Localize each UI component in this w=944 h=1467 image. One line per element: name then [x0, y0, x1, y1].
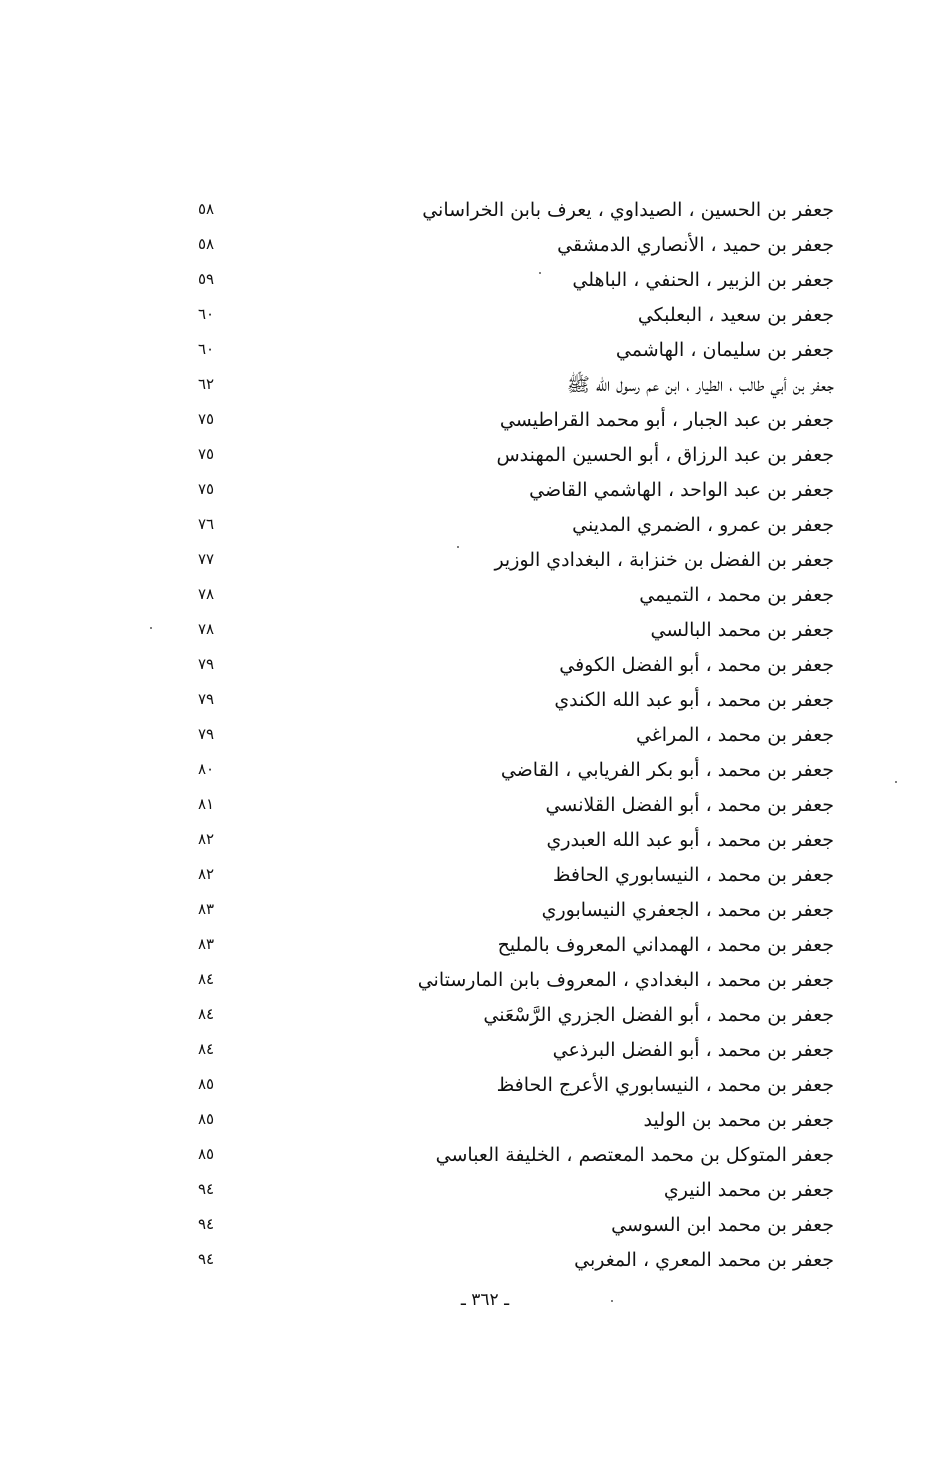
- scan-speck: [895, 781, 897, 783]
- index-entry: [180, 437, 834, 472]
- entry-page-number: ٥٨: [197, 235, 215, 253]
- index-entry: [180, 577, 834, 612]
- entry-page-number: ٨٤: [197, 1005, 215, 1023]
- entry-page-number: ٧٥: [197, 410, 215, 428]
- entry-page-number: ٧٧: [197, 550, 215, 568]
- entry-page-number: ٥٩: [197, 270, 215, 288]
- index-entry: [180, 612, 834, 647]
- index-entry: [180, 507, 834, 542]
- index-entry: [180, 717, 834, 752]
- page-number: ـ ٣٦٢ ـ: [460, 1290, 510, 1310]
- entry-page-number: ٨٠: [197, 760, 215, 778]
- entry-name: جعفر بن الزبير ، الحنفي ، الباهلي: [572, 269, 834, 291]
- index-entry: [180, 1172, 834, 1207]
- entry-page-number: ٧٦: [197, 515, 215, 533]
- entry-page-number: ٧٩: [197, 655, 215, 673]
- entry-name: جعفر بن محمد المعري ، المغربي: [574, 1249, 834, 1271]
- entry-name: جعفر بن محمد ، النيسابوري الأعرج الحافظ: [496, 1074, 834, 1096]
- entry-page-number: ٧٩: [197, 725, 215, 743]
- entry-page-number: ٩٤: [197, 1215, 215, 1233]
- entry-page-number: ٧٨: [197, 585, 215, 603]
- scan-speck: [457, 546, 459, 548]
- entry-name: جعفر بن محمد ، الهمداني المعروف بالمليح: [497, 934, 834, 956]
- entry-name: جعفر بن عبد الجبار ، أبو محمد القراطيسي: [499, 409, 834, 431]
- index-entry: [180, 682, 834, 717]
- entry-name: جعفر بن محمد ، البغدادي ، المعروف بابن المارستاني: [417, 969, 834, 991]
- index-entry: [180, 1207, 834, 1242]
- entry-page-number: ٥٨: [197, 200, 215, 218]
- entry-page-number: ٨٤: [197, 1040, 215, 1058]
- scan-speck: [611, 1300, 613, 1302]
- index-entry: [180, 402, 834, 437]
- entry-name: جعفر بن محمد البالسي: [650, 619, 834, 641]
- entry-page-number: ٦٠: [197, 305, 215, 323]
- entry-name: جعفر بن عبد الواحد ، الهاشمي القاضي: [529, 479, 834, 501]
- entry-name: جعفر بن محمد ، أبو بكر الفريابي ، القاضي: [500, 759, 834, 781]
- index-entry: [180, 542, 834, 577]
- entry-page-number: ٧٨: [197, 620, 215, 638]
- entry-page-number: ٧٥: [197, 480, 215, 498]
- entry-page-number: ٧٥: [197, 445, 215, 463]
- entry-name: جعفر بن محمد ابن السوسي: [611, 1214, 834, 1236]
- entry-page-number: ٩٤: [197, 1180, 215, 1198]
- index-entry: [180, 822, 834, 857]
- entry-page-number: ٨٥: [197, 1110, 215, 1128]
- entry-page-number: ٦٢: [197, 375, 215, 393]
- index-entry: [180, 892, 834, 927]
- entry-page-number: ٦٠: [197, 340, 215, 358]
- index-entry: [180, 227, 834, 262]
- index-entry: [180, 472, 834, 507]
- entry-name: جعفر بن محمد ، أبو الفضل القلانسي: [545, 794, 834, 816]
- entry-page-number: ٨٢: [197, 830, 215, 848]
- index-entry: [180, 787, 834, 822]
- index-entry: [180, 262, 834, 297]
- index-entry: [180, 332, 834, 367]
- entry-name: جعفر بن محمد ، المراغي: [635, 724, 834, 746]
- entry-name: جعفر بن سليمان ، الهاشمي: [615, 339, 834, 361]
- entry-name: جعفر بن محمد ، أبو الفضل البرذعي: [552, 1039, 834, 1061]
- index-entry: [180, 962, 834, 997]
- entry-name: جعفر بن عبد الرزاق ، أبو الحسين المهندس: [496, 444, 834, 466]
- index-list: [180, 192, 834, 1277]
- index-entry: [180, 647, 834, 682]
- index-entry: [180, 857, 834, 892]
- index-entry: [180, 752, 834, 787]
- index-entry: [180, 367, 834, 402]
- index-entry: [180, 297, 834, 332]
- index-entry: [180, 192, 834, 227]
- index-entry: [180, 1242, 834, 1277]
- entry-name: جعفر المتوكل بن محمد المعتصم ، الخليفة العباسي: [435, 1144, 834, 1166]
- index-entry: [180, 1102, 834, 1137]
- entry-name: جعفر بن الحسين ، الصيداوي ، يعرف بابن الخراساني: [422, 199, 834, 221]
- entry-name: جعفر بن محمد ، التميمي: [639, 584, 834, 606]
- entry-name: جعفر بن محمد ، النيسابوري الحافظ: [552, 864, 834, 886]
- scan-speck: [539, 272, 541, 274]
- entry-name: جعفر بن محمد ، أبو الفضل الجزري الرَّسْعَني: [483, 1004, 834, 1026]
- index-entry: [180, 1032, 834, 1067]
- entry-name: جعفر بن سعيد ، البعلبكي: [637, 304, 834, 326]
- index-entry: [180, 997, 834, 1032]
- entry-page-number: ٧٩: [197, 690, 215, 708]
- entry-page-number: ٨٣: [197, 935, 215, 953]
- entry-name: جعفر بن أبي طالب ، الطيار ، ابن عم رسول الله ﷺ: [566, 374, 834, 396]
- entry-name: جعفر بن حميد ، الأنصاري الدمشقي: [557, 234, 834, 256]
- entry-page-number: ٩٤: [197, 1250, 215, 1268]
- entry-page-number: ٨٣: [197, 900, 215, 918]
- entry-name: جعفر بن محمد ، أبو عبد الله العبدري: [546, 829, 834, 851]
- entry-page-number: ٨١: [197, 795, 215, 813]
- index-entry: [180, 1137, 834, 1172]
- entry-name: جعفر بن الفضل بن خنزابة ، البغدادي الوزير: [494, 549, 834, 571]
- scan-speck: [150, 627, 152, 629]
- index-entry: [180, 927, 834, 962]
- entry-page-number: ٨٢: [197, 865, 215, 883]
- entry-name: جعفر بن محمد ، أبو الفضل الكوفي: [559, 654, 834, 676]
- index-entry: [180, 1067, 834, 1102]
- entry-name: جعفر بن محمد ، الجعفري النيسابوري: [541, 899, 834, 921]
- entry-page-number: ٨٤: [197, 970, 215, 988]
- entry-name: جعفر بن محمد النيري: [663, 1179, 834, 1201]
- entry-name: جعفر بن عمرو ، الضمري المديني: [572, 514, 834, 536]
- entry-name: جعفر بن محمد ، أبو عبد الله الكندي: [554, 689, 834, 711]
- entry-page-number: ٨٥: [197, 1075, 215, 1093]
- entry-page-number: ٨٥: [197, 1145, 215, 1163]
- entry-name: جعفر بن محمد بن الوليد: [643, 1109, 834, 1131]
